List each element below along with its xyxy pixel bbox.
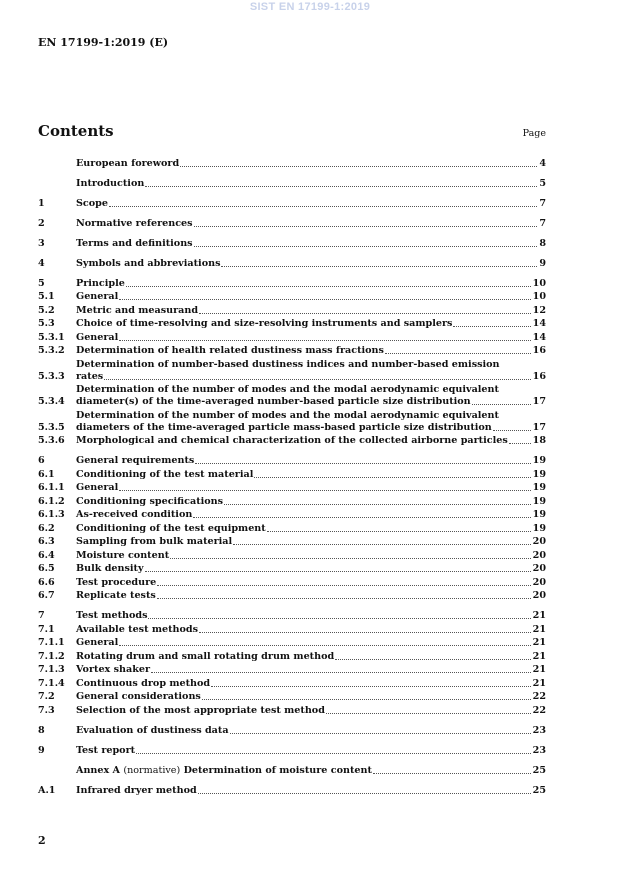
toc-entry-page: 23 — [532, 724, 546, 736]
dot-leader — [385, 353, 531, 354]
toc-entry-number: 7.1.3 — [38, 664, 65, 675]
toc-entry-page: 20 — [532, 590, 546, 601]
toc-entry-title: Metric and measurand — [76, 304, 199, 316]
toc-entry-title: Vortex shaker — [76, 664, 151, 675]
toc-entry-title: Available test methods — [76, 623, 199, 635]
toc-entry-page: 23 — [532, 744, 546, 756]
toc-entry[interactable] — [38, 455, 546, 467]
toc-entry-page: 21 — [532, 623, 546, 635]
dot-leader — [199, 632, 531, 633]
toc-entry-title: Conditioning of the test material — [76, 468, 254, 480]
toc-entry-number: 6.1.3 — [38, 509, 65, 520]
toc-entry[interactable] — [38, 305, 546, 317]
toc-entry-title: Evaluation of dustiness data — [76, 724, 229, 736]
toc-entry-page: 19 — [532, 522, 546, 534]
page-column-label: Page — [522, 128, 546, 139]
toc-entry-number: 7.2 — [38, 691, 55, 702]
toc-entry-title: General — [76, 291, 119, 302]
dot-leader — [119, 645, 530, 646]
toc-entry-title: Replicate tests — [76, 590, 156, 601]
toc-entry[interactable] — [38, 536, 546, 548]
document-id: EN 17199-1:2019 (E) — [38, 36, 169, 49]
toc-entry-title: Test report — [76, 744, 136, 756]
dot-leader — [170, 558, 531, 559]
toc-entry[interactable] — [38, 785, 546, 797]
toc-entry[interactable] — [38, 664, 546, 676]
dot-leader — [194, 246, 538, 247]
toc-entry-title: Symbols and abbreviations — [76, 257, 221, 269]
toc-entry-number: 6.1.2 — [38, 495, 65, 507]
toc-entry-title: Selection of the most appropriate test method — [76, 704, 325, 716]
toc-entry-number: 5.1 — [38, 291, 55, 302]
contents-heading: Contents — [38, 122, 114, 140]
toc-entry[interactable] — [38, 410, 546, 434]
toc-entry-number: 6.4 — [38, 549, 55, 561]
dot-leader — [194, 226, 538, 227]
toc-entry-title: General — [76, 637, 119, 648]
toc-entry-number: 8 — [38, 724, 45, 736]
dot-leader — [151, 672, 531, 673]
toc-entry-page: 22 — [532, 691, 546, 702]
toc-entry-page: 16 — [532, 345, 546, 356]
toc-entry[interactable] — [38, 384, 546, 408]
toc-entry[interactable] — [38, 509, 546, 521]
toc-entry-title: Principle — [76, 277, 125, 289]
toc-entry[interactable] — [38, 238, 546, 250]
toc-entry-page: 22 — [532, 704, 546, 716]
toc-entry-title: diameter(s) of the time-averaged number-based particle size distribution — [76, 396, 471, 407]
dot-leader — [104, 379, 530, 380]
toc-entry-title: Bulk density — [76, 563, 144, 574]
toc-entry-page: 16 — [532, 370, 546, 382]
toc-entry[interactable] — [38, 469, 546, 481]
toc-entry[interactable] — [38, 651, 546, 663]
toc-entry-page: 9 — [539, 257, 546, 269]
toc-entry-title: Determination of the number of modes and the modal aerodynamic equivalent — [76, 409, 499, 421]
toc-entry-title: General — [76, 331, 119, 343]
toc-entry[interactable] — [38, 590, 546, 602]
toc-entry-number: 4 — [38, 257, 45, 269]
dot-leader — [119, 490, 530, 491]
toc-entry-number: 3 — [38, 237, 45, 249]
toc-entry[interactable] — [38, 550, 546, 562]
dot-leader — [221, 266, 537, 267]
toc-entry-page: 21 — [532, 664, 546, 675]
table-of-contents — [38, 156, 546, 797]
dot-leader — [267, 531, 531, 532]
dot-leader — [126, 286, 531, 287]
toc-entry-title: Test procedure — [76, 576, 157, 588]
toc-entry-number: 7 — [38, 610, 45, 621]
toc-entry-number: 7.1.2 — [38, 650, 65, 662]
dot-leader — [119, 299, 530, 300]
dot-leader — [472, 404, 531, 405]
toc-entry[interactable] — [38, 198, 546, 210]
watermark: SIST EN 17199-1:2019 — [249, 1, 371, 13]
toc-entry-title: Determination of number-based dustiness indices and number-based emission — [76, 358, 500, 370]
toc-entry[interactable] — [38, 158, 546, 170]
dot-leader — [326, 713, 531, 714]
toc-entry-page: 14 — [532, 331, 546, 343]
dot-leader — [335, 659, 530, 660]
toc-entry[interactable] — [38, 624, 546, 636]
toc-entry-title: Moisture content — [76, 549, 170, 561]
dot-leader — [509, 443, 531, 444]
toc-entry-title: Test methods — [76, 610, 148, 621]
toc-entry-number: 5.3.3 — [38, 370, 65, 382]
toc-entry-number: 7.1.1 — [38, 637, 65, 648]
dot-leader — [109, 206, 537, 207]
toc-entry[interactable] — [38, 678, 546, 690]
toc-entry-page: 4 — [539, 157, 546, 169]
toc-entry[interactable] — [38, 745, 546, 757]
dot-leader — [493, 430, 531, 431]
toc-entry-title: Infrared dryer method — [76, 784, 197, 796]
toc-entry-number: 5 — [38, 277, 45, 289]
toc-entry-number: 1 — [38, 197, 45, 209]
dot-leader — [224, 504, 531, 505]
dot-leader — [254, 477, 530, 478]
toc-entry-page: 19 — [532, 468, 546, 480]
toc-entry-title: Morphological and chemical characterization of the collected airborne particles — [76, 435, 508, 446]
toc-entry-page: 7 — [539, 217, 546, 229]
toc-entry-page: 20 — [532, 549, 546, 561]
toc-entry-page: 19 — [532, 509, 546, 520]
toc-entry-title: Determination of the number of modes and the modal aerodynamic equivalent — [76, 384, 499, 395]
dot-leader — [453, 326, 530, 327]
dot-leader — [193, 517, 530, 518]
dot-leader — [195, 463, 530, 464]
toc-entry-number: 6.3 — [38, 536, 55, 547]
toc-entry-title: Rotating drum and small rotating drum method — [76, 650, 335, 662]
toc-entry[interactable] — [38, 278, 546, 290]
toc-entry-title: Normative references — [76, 217, 193, 229]
toc-entry-title: Conditioning of the test equipment — [76, 522, 266, 534]
toc-entry-title: Introduction — [76, 177, 145, 189]
page-number: 2 — [38, 834, 46, 847]
toc-entry[interactable] — [38, 258, 546, 270]
toc-entry-page: 19 — [532, 482, 546, 493]
toc-entry[interactable] — [38, 318, 546, 330]
toc-entry-page: 17 — [532, 421, 546, 433]
toc-entry-title: Determination of health related dustiness mass fractions — [76, 345, 384, 356]
toc-entry-page: 19 — [532, 495, 546, 507]
annex-label: Annex A — [76, 764, 121, 776]
toc-entry-page: 12 — [532, 304, 546, 316]
dot-leader — [373, 773, 531, 774]
toc-entry-title: Conditioning specifications — [76, 495, 224, 507]
toc-entry[interactable] — [38, 705, 546, 717]
toc-entry-title: Determination of moisture content — [183, 764, 372, 776]
dot-leader — [145, 571, 531, 572]
toc-entry-number: 5.2 — [38, 304, 55, 316]
dot-leader — [157, 585, 530, 586]
toc-entry[interactable] — [38, 577, 546, 589]
toc-entry-title: General requirements — [76, 455, 195, 466]
toc-entry-page: 20 — [532, 576, 546, 588]
toc-entry[interactable] — [38, 610, 546, 622]
toc-entry[interactable] — [38, 482, 546, 494]
toc-entry[interactable] — [38, 345, 546, 357]
dot-leader — [136, 753, 531, 754]
toc-entry[interactable] — [38, 218, 546, 230]
toc-entry-title: Sampling from bulk material — [76, 536, 233, 547]
toc-entry-page: 21 — [532, 610, 546, 621]
toc-entry-number: 5.3 — [38, 318, 55, 329]
toc-entry-number: 5.3.5 — [38, 421, 65, 433]
toc-entry-page: 21 — [532, 677, 546, 689]
toc-entry-page: 10 — [532, 277, 546, 289]
dot-leader — [157, 598, 531, 599]
toc-entry-page: 19 — [532, 455, 546, 466]
toc-entry-page: 25 — [532, 764, 546, 776]
toc-entry-page: 14 — [532, 318, 546, 329]
toc-entry-number: A.1 — [38, 784, 56, 796]
toc-entry-number: 6.5 — [38, 563, 55, 574]
toc-entry[interactable] — [38, 563, 546, 575]
toc-entry-title: Terms and definitions — [76, 237, 193, 249]
toc-entry-number: 9 — [38, 744, 45, 756]
dot-leader — [180, 166, 537, 167]
toc-entry[interactable] — [38, 523, 546, 535]
toc-entry-title: Continuous drop method — [76, 677, 211, 689]
toc-entry[interactable] — [38, 725, 546, 737]
toc-entry-number: 5.3.4 — [38, 396, 65, 407]
toc-entry-title: rates — [76, 370, 104, 382]
toc-entry-page: 20 — [532, 563, 546, 574]
toc-entry-page: 18 — [532, 435, 546, 446]
toc-entry-page: 21 — [532, 650, 546, 662]
toc-entry-number: 5.3.6 — [38, 435, 65, 446]
toc-entry-number: 7.3 — [38, 704, 55, 716]
toc-entry[interactable] — [38, 435, 546, 447]
toc-entry-page: 8 — [539, 237, 546, 249]
dot-leader — [233, 544, 530, 545]
toc-entry[interactable] — [38, 691, 546, 703]
toc-entry-title: General — [76, 482, 119, 493]
dot-leader — [211, 686, 531, 687]
toc-entry-title: As-received condition — [76, 509, 193, 520]
toc-entry-page: 5 — [539, 177, 546, 189]
dot-leader — [202, 699, 531, 700]
dot-leader — [199, 313, 531, 314]
toc-entry[interactable] — [38, 765, 546, 777]
toc-entry-page: 7 — [539, 197, 546, 209]
toc-entry-title: Scope — [76, 197, 108, 209]
toc-entry-number: 5.3.2 — [38, 345, 65, 356]
toc-entry-page: 25 — [532, 784, 546, 796]
toc-entry-title: European foreword — [76, 157, 180, 169]
toc-entry[interactable] — [38, 291, 546, 303]
toc-entry-number: 6.7 — [38, 590, 55, 601]
toc-entry[interactable] — [38, 496, 546, 508]
dot-leader — [119, 340, 530, 341]
dot-leader — [230, 733, 531, 734]
toc-entry-number: 7.1.4 — [38, 677, 65, 689]
toc-entry-number: 5.3.1 — [38, 331, 65, 343]
toc-entry[interactable] — [38, 332, 546, 344]
toc-entry-number: 6.2 — [38, 522, 55, 534]
toc-entry-title: diameters of the time-averaged particle mass-based particle size distribution — [76, 421, 492, 433]
toc-entry-page: 20 — [532, 536, 546, 547]
toc-entry-title: Choice of time-resolving and size-resolving instruments and samplers — [76, 318, 453, 329]
toc-entry[interactable] — [38, 359, 546, 383]
toc-entry-title: General considerations — [76, 691, 201, 702]
dot-leader — [198, 793, 531, 794]
toc-entry-number: 6 — [38, 455, 45, 466]
toc-entry-page: 17 — [532, 396, 546, 407]
toc-entry-number: 6.1 — [38, 468, 55, 480]
annex-normative-note: (normative) — [123, 764, 181, 776]
dot-leader — [145, 186, 537, 187]
toc-entry-page: 21 — [532, 637, 546, 648]
toc-entry-number: 6.1.1 — [38, 482, 65, 493]
toc-entry-number: 6.6 — [38, 576, 55, 588]
toc-entry[interactable] — [38, 178, 546, 190]
dot-leader — [148, 618, 530, 619]
toc-entry[interactable] — [38, 637, 546, 649]
toc-entry-number: 2 — [38, 217, 45, 229]
toc-entry-page: 10 — [532, 291, 546, 302]
toc-entry-number: 7.1 — [38, 623, 55, 635]
